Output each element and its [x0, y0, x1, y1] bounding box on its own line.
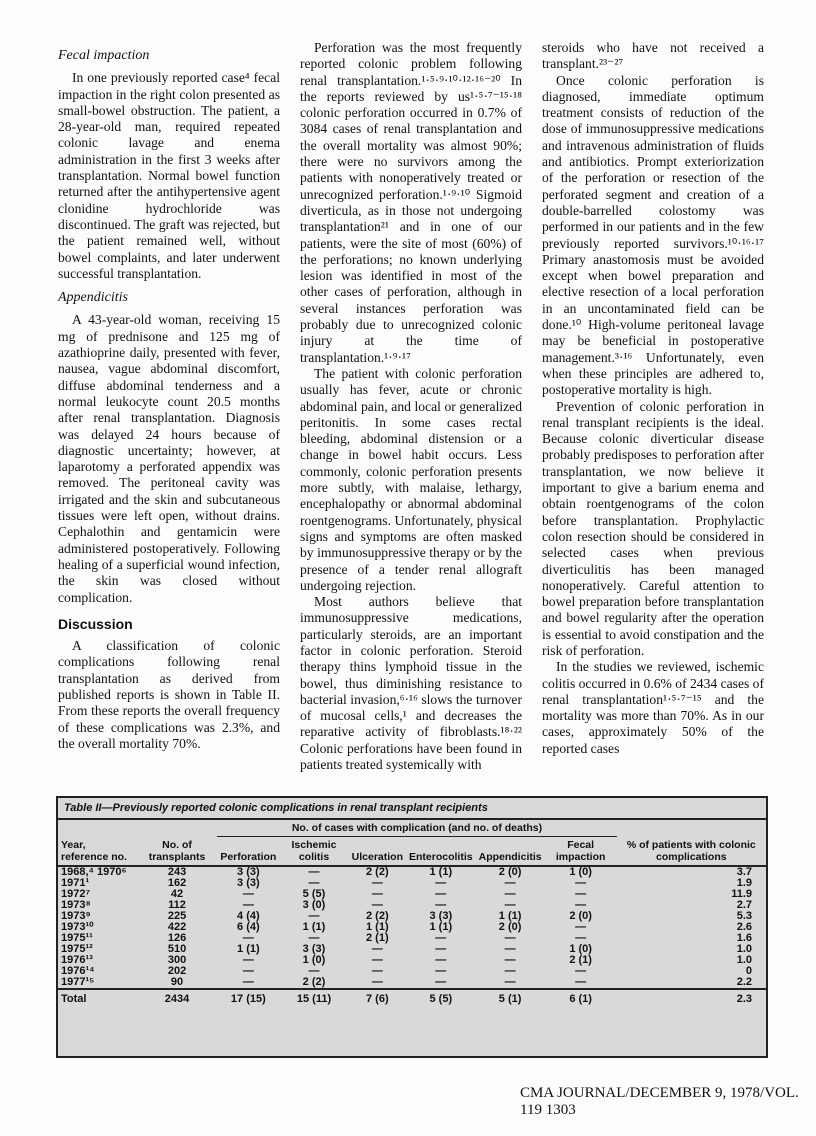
page-footer: CMA JOURNAL/DECEMBER 9, 1978/VOL. 119 1303	[520, 1085, 799, 1118]
table-cell: 202	[167, 965, 187, 977]
table-cell: —	[504, 932, 516, 944]
table-cell: —	[504, 943, 516, 955]
table-cell: —	[371, 954, 383, 966]
table-title: Table II—Previously reported colonic complications in renal transplant recipients	[58, 798, 766, 820]
table-cell: —	[308, 910, 320, 922]
table-cell: —	[242, 965, 254, 977]
paragraph: The patient with colonic perforation usually has fever, acute or chronic abdominal pain, and local or generalized peritonitis. In some cases rectal bleeding, abdominal distension or a change in bowel habit occurs. Less commonly, colonic perforation presents more subtly, with malaise, lethargy, encephalopathy or abnormal abdominal roentgenograms. Unfortunately, physical signs and symptoms are often masked by immunosuppressive therapy or by the presence of a tender renal allograft undergoing rejection.	[300, 365, 522, 593]
heading-appendicitis: Appendicitis	[58, 290, 128, 306]
table-cell: 112	[168, 899, 186, 911]
table-cell: 5 (5)	[302, 888, 326, 900]
table-row	[58, 878, 766, 889]
table-cell: 1 (1)	[429, 866, 453, 878]
table-cell: 1 (1)	[366, 921, 389, 933]
table-cell: —	[371, 943, 383, 955]
table-cell: 422	[167, 921, 187, 933]
paragraph: In one previously reported case⁴ fecal impaction in the right colon presented as small-bowel obstruction. The patient, a 28-year-old man, required repeated colonic lavage and enema administration in the first 3 weeks after transplantation. Normal bowel function returned after the antihypertensive agent clonidine hydrochloride was discontinued. The graft was rejected, but the patient remained well, without bowel complaints, and later underwent successful transplantation.	[58, 70, 280, 281]
table-cell: —	[504, 976, 516, 988]
table-cell: 5 (1)	[476, 989, 545, 1005]
table-cell: —	[504, 954, 516, 966]
table-cell: 1 (1)	[429, 921, 453, 933]
table-cell: 1977¹⁵	[61, 976, 95, 988]
table-cell: —	[242, 932, 254, 944]
table-cell: 1 (1)	[498, 910, 522, 922]
table-cell: —	[575, 921, 587, 933]
table-cell: —	[371, 888, 383, 900]
table-cell: —	[308, 877, 320, 889]
table-cell: 1 (1)	[302, 921, 326, 933]
table-cell: 90	[170, 976, 184, 988]
table-cell: 3 (3)	[429, 910, 453, 922]
table-cell: 2 (0)	[498, 866, 522, 878]
table-cell: —	[504, 899, 516, 911]
table-cell: 1973¹⁰	[61, 921, 94, 933]
table-cell: —	[504, 965, 516, 977]
table-cell: —	[435, 943, 447, 955]
paragraph: Once colonic perforation is diagnosed, immediate optimum treatment consists of reduction of the dose of immunosuppressive medications and intravenous administration of fluids and antibiotics. Prompt exteriorization of the perforation or resection of the perforated segment and creation of a double-barrelled colostomy was performed in our patients and in the few previously reported survivors.¹⁰·¹⁶·¹⁷ Primary anastomosis must be avoided except when bowel preparation and elective resection of a local perforation in an uncontaminated field can be done.¹⁰ High-volume peritoneal lavage may be beneficial in postoperative management.³·¹⁶ Unfortunately, even when these principles are adhered to, postoperative mortality is high.	[542, 72, 764, 398]
table-cell: 3 (3)	[237, 877, 260, 889]
table-cell: —	[575, 932, 587, 944]
group-header: No. of cases with complication (and no. of deaths)	[217, 820, 616, 837]
table-cell: 4 (4)	[237, 910, 260, 922]
table-row	[58, 866, 766, 878]
table-cell: —	[504, 877, 516, 889]
table-cell: —	[371, 877, 383, 889]
complications-table	[58, 820, 766, 1005]
table-cell: 1972⁷	[61, 888, 91, 900]
table-cell: —	[435, 877, 447, 889]
table-cell: 2 (2)	[366, 910, 389, 922]
paragraph: A classification of colonic complications following renal transplantation as derived from published reports is shown in Table II. From these reports the overall frequency of these complications was 2.3%, and the overall mortality 70%.	[58, 638, 280, 751]
table-cell: 243	[167, 866, 187, 878]
column-header: Ulceration	[349, 837, 406, 867]
table-cell: 15 (11)	[279, 989, 348, 1005]
table-cell: 2.6	[736, 921, 752, 933]
table-cell: 1971¹	[61, 877, 90, 889]
table-row	[58, 944, 766, 955]
table-cell: 162	[167, 877, 187, 889]
table-cell: 3.7	[736, 866, 752, 878]
table-row	[58, 889, 766, 900]
heading-discussion: Discussion	[58, 615, 133, 632]
table-cell: 225	[167, 910, 187, 922]
column-header: No. of transplants	[137, 837, 218, 867]
table-cell: 300	[167, 954, 187, 966]
table-cell: —	[575, 976, 587, 988]
table-cell: 1 (0)	[569, 943, 592, 955]
table-cell: 1.9	[736, 877, 752, 889]
table-cell: —	[575, 888, 587, 900]
table-cell: —	[371, 976, 383, 988]
column-header: Fecal impaction	[545, 837, 617, 867]
column-header: Year, reference no.	[58, 837, 137, 867]
column-header: Ischemic colitis	[279, 837, 348, 867]
table-cell: 2.2	[736, 976, 752, 988]
table-cell: —	[308, 965, 320, 977]
table-cell: —	[575, 965, 587, 977]
table-cell: 7 (6)	[349, 989, 406, 1005]
table-row	[58, 933, 766, 944]
table-cell: 2 (2)	[302, 976, 326, 988]
table-cell: 510	[167, 943, 187, 955]
table-cell: 2434	[137, 989, 218, 1005]
table-cell: 1973⁹	[61, 910, 91, 922]
table-cell: 2 (1)	[569, 954, 592, 966]
table-cell: 1975¹¹	[61, 932, 93, 944]
table-cell: —	[435, 965, 447, 977]
table-cell: 1 (0)	[569, 866, 592, 878]
table-cell: 1 (1)	[237, 943, 260, 955]
table-cell: 3 (3)	[237, 866, 260, 878]
table-cell: 3 (3)	[302, 943, 326, 955]
table-cell: —	[435, 976, 447, 988]
table-cell: —	[575, 877, 587, 889]
table-cell: 2 (1)	[366, 932, 389, 944]
table-cell: 126	[167, 932, 187, 944]
table-row	[58, 966, 766, 977]
column-1	[58, 40, 280, 752]
table-cell: 1975¹²	[61, 943, 93, 955]
table-cell: —	[308, 866, 320, 878]
table-cell: —	[308, 932, 320, 944]
table-cell: 0	[745, 965, 752, 977]
column-header: % of patients with colonic complications	[617, 837, 766, 867]
table-cell: 5 (5)	[406, 989, 476, 1005]
column-2	[300, 40, 522, 773]
table-cell: 2.7	[736, 899, 752, 911]
table-cell: —	[435, 932, 447, 944]
table-cell: —	[435, 888, 447, 900]
table-row	[58, 977, 766, 989]
column-header: Perforation	[217, 837, 279, 867]
table-cell: —	[371, 899, 383, 911]
paragraph: A 43-year-old woman, receiving 15 mg of prednisone and 125 mg of azathioprine daily, presented with fever, nausea, vague abdominal discomfort, diffuse abdominal tenderness and a normal leukocyte count 20.5 months after renal transplantation. Diagnosis was delayed 24 hours because of diagnostic uncertainty; however, at laparotomy a perforated appendix was removed. The peritoneal cavity was irrigated and the skin and subcutaneous tissues were left open, without drains. Cephalothin and gentamicin were administered postoperatively. Following healing of a superficial wound infection, the skin was closed without complication.	[58, 312, 280, 605]
paragraph: steroids who have not received a transplant.²³⁻²⁷	[542, 40, 764, 72]
table-cell: 2 (0)	[569, 910, 592, 922]
table-cell: 5.3	[736, 910, 752, 922]
table-cell: 2 (0)	[498, 921, 522, 933]
table-cell: —	[575, 899, 587, 911]
table-cell: 1.0	[736, 954, 752, 966]
total-row	[58, 989, 766, 1005]
table-row	[58, 911, 766, 922]
table-cell: 1.6	[736, 932, 752, 944]
column-header: Enterocolitis	[406, 837, 476, 867]
table-ii	[56, 796, 768, 1058]
paragraph: Prevention of colonic perforation in renal transplant recipients is the ideal. Because colonic diverticular disease probably predisposes to perforation after transplantation, we now believe it important to give a barium enema and obtain roentgenograms of the colon before transplantation. Prophylactic colon resection should be considered in selected cases when previous diverticulitis has been managed nonoperatively. Careful attention to bowel preparation before transplantation and bowel regularity after the operation is essential to avoid constipation and the risk of perforation.	[542, 398, 764, 658]
table-row	[58, 922, 766, 933]
heading-fecal-impaction: Fecal impaction	[58, 48, 150, 63]
table-cell: 2.3	[617, 989, 766, 1005]
table-cell: 6 (1)	[545, 989, 617, 1005]
table-cell: —	[242, 888, 254, 900]
table-cell: Total	[58, 989, 137, 1005]
table-cell: —	[242, 954, 254, 966]
column-header: Appendicitis	[476, 837, 545, 867]
table-cell: 1968,⁴ 1970⁶	[61, 866, 127, 878]
table-cell: —	[242, 976, 254, 988]
column-3	[542, 40, 764, 757]
paragraph: Most authors believe that immunosuppressive medications, particularly steroids, are an important factor in colonic perforation. Steroid therapy thins lymphoid tissue in the bowel, thus diminishing resistance to bacterial invasion,⁶·¹⁶ slows the turnover of mucosal cells,¹ and decreases the reparative activity of fibroblasts.¹⁸·²² Colonic perforations have been found in patients treated systemically with	[300, 594, 522, 773]
table-cell: 11.9	[731, 888, 752, 900]
table-cell: 1976¹⁴	[61, 965, 95, 977]
table-cell: —	[435, 954, 447, 966]
table-cell: 6 (4)	[237, 921, 260, 933]
table-cell: —	[242, 899, 254, 911]
table-cell: 17 (15)	[217, 989, 279, 1005]
table-cell: —	[504, 888, 516, 900]
table-cell: 1976¹³	[61, 954, 93, 966]
table-cell: 3 (0)	[302, 899, 326, 911]
table-cell: —	[435, 899, 447, 911]
table-cell: 1.0	[736, 943, 752, 955]
table-cell: 2 (2)	[366, 866, 389, 878]
paragraph: Perforation was the most frequently reported colonic problem following renal transplantation.¹·⁵·⁹·¹⁰·¹²·¹⁶⁻²⁰ In the reports reviewed by us¹·⁵·⁷⁻¹⁵·¹⁸ colonic perforation occurred in 0.7% of 3084 cases of renal transplantation and the overall mortality was almost 90%; there were no survivors among the patients with nonoperatively treated or unrecognized perforation.¹·⁹·¹⁰ Sigmoid diverticula, as in those not undergoing transplantation²¹ and in one of our patients, were the site of most (60%) of the perforations; no known underlying lesion was identified in most of the other cases of perforation, although in several instances perforation was probably due to unrecognized colonic injury at the time of transplantation.¹·⁹·¹⁷	[300, 40, 522, 365]
table-cell: 1 (0)	[302, 954, 326, 966]
paragraph: In the studies we reviewed, ischemic colitis occurred in 0.6% of 2434 cases of renal transplantation¹·⁵·⁷⁻¹⁵ and the mortality was more than 70%. As in our cases, approximately 50% of the reported cases	[542, 659, 764, 756]
table-cell: 1973⁸	[61, 899, 91, 911]
table-cell: —	[371, 965, 383, 977]
table-row	[58, 900, 766, 911]
table-row	[58, 955, 766, 966]
table-cell: 42	[170, 888, 184, 900]
